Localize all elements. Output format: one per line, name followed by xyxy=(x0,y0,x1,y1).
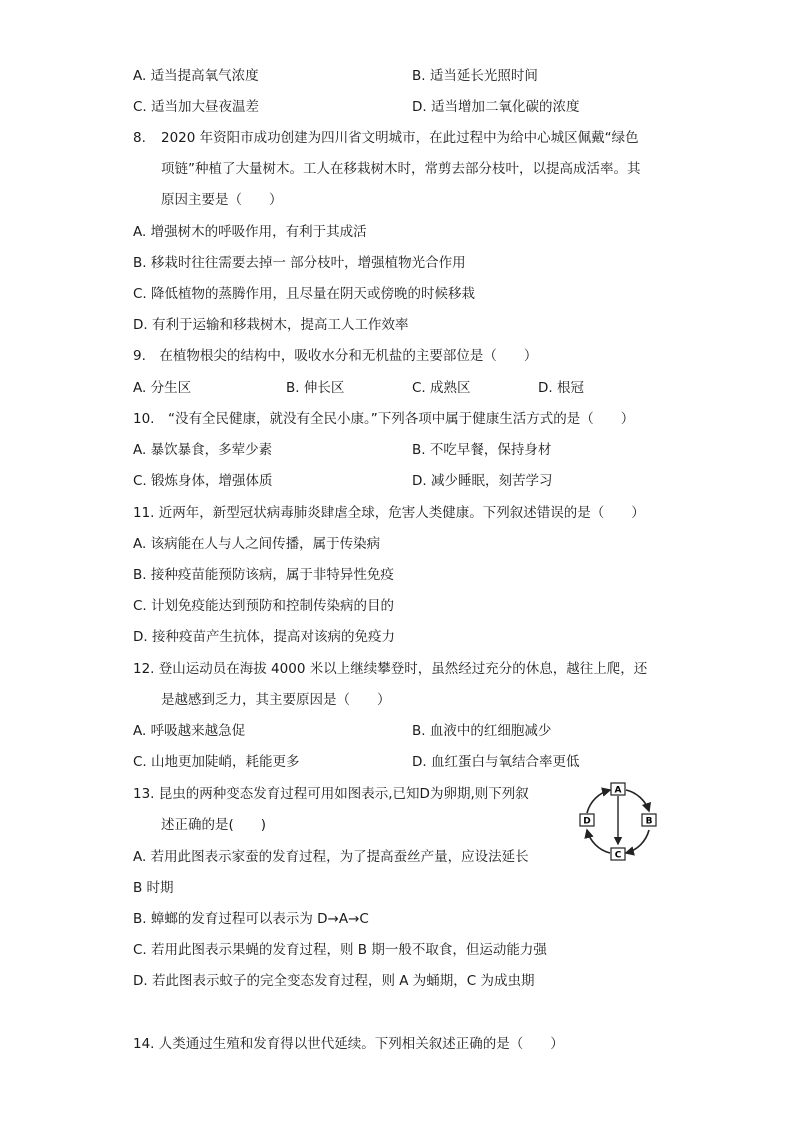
q7-option-b: B. 适当延长光照时间 xyxy=(412,68,538,84)
q13-option-d: D. 若此图表示蚊子的完全变态发育过程，则 A 为蛹期，C 为成虫期 xyxy=(133,973,535,989)
q13-option-a-line1: A. 若用此图表示家蚕的发育过程，为了提高蚕丝产量，应设法延长 xyxy=(133,849,529,865)
q13-option-b: B. 蟑螂的发育过程可以表示为 D→A→C xyxy=(133,911,369,927)
q11-option-d: D. 接种疫苗产生抗体，提高对该病的免疫力 xyxy=(133,629,395,645)
q11-stem: 11. 近两年，新型冠状病毒肺炎肆虐全球，危害人类健康。下列叙述错误的是（ ） xyxy=(133,505,645,521)
q9-option-c: C. 成熟区 xyxy=(412,380,471,396)
q8-option-a: A. 增强树木的呼吸作用，有利于其成活 xyxy=(133,224,367,240)
q8-option-d: D. 有利于运输和移栽树木，提高工人工作效率 xyxy=(133,317,409,333)
arc-b-to-c xyxy=(626,830,649,853)
life-cycle-diagram xyxy=(576,780,660,864)
label-b: B xyxy=(645,816,653,827)
q10-option-a: A. 暴饮暴食，多荤少素 xyxy=(133,442,273,458)
q13-stem-line1: 13. 昆虫的两种变态发育过程可用如图表示,已知D为卵期,则下列叙 xyxy=(133,786,529,802)
q9-option-a: A. 分生区 xyxy=(133,380,192,396)
q8-stem-line2: 项链”种植了大量树木。工人在移栽树木时，常剪去部分枝叶，以提高成活率。其 xyxy=(161,161,641,177)
arc-a-to-b xyxy=(626,790,649,811)
q12-option-d: D. 血红蛋白与氧结合率更低 xyxy=(412,754,580,770)
q13-stem-line2: 述正确的是( ) xyxy=(161,817,267,833)
q12-stem-line2: 是越感到乏力，其主要原因是（ ） xyxy=(161,692,391,708)
q9-option-b: B. 伸长区 xyxy=(286,380,345,396)
q8-option-b: B. 移栽时往往需要去掉一 部分枝叶，增强植物光合作用 xyxy=(133,255,466,271)
q12-stem-line1: 12. 登山运动员在海拔 4000 米以上继续攀登时，虽然经过充分的休息，越往上爬，还 xyxy=(133,661,648,677)
label-c: C xyxy=(614,850,622,861)
q13-option-a-line2: B 时期 xyxy=(133,880,174,896)
q7-option-c: C. 适当加大昼夜温差 xyxy=(133,99,260,115)
q7-option-d: D. 适当增加二氧化碳的浓度 xyxy=(412,99,580,115)
q12-option-b: B. 血液中的红细胞减少 xyxy=(412,723,552,739)
q11-option-c: C. 计划免疫能达到预防和控制传染病的目的 xyxy=(133,598,395,614)
q8-stem-line1: 2020 年资阳市成功创建为四川省文明城市，在此过程中为给中心城区佩戴“绿色 xyxy=(161,130,639,146)
q14-stem: 14. 人类通过生殖和发育得以世代延续。下列相关叙述正确的是（ ） xyxy=(133,1036,564,1052)
q12-option-a: A. 呼吸越来越急促 xyxy=(133,723,246,739)
q10-option-b: B. 不吃早餐，保持身材 xyxy=(412,442,552,458)
q9-option-d: D. 根冠 xyxy=(538,380,584,396)
q13-option-c: C. 若用此图表示果蝇的发育过程，则 B 期一般不取食，但运动能力强 xyxy=(133,942,547,958)
q7-option-a: A. 适当提高氧气浓度 xyxy=(133,68,259,84)
label-d: D xyxy=(583,816,591,827)
q8-number: 8. xyxy=(133,130,146,146)
q10-option-d: D. 减少睡眠，刻苦学习 xyxy=(412,473,553,489)
arc-c-to-d xyxy=(587,830,610,853)
arc-d-to-a xyxy=(587,790,610,813)
q8-stem-line3: 原因主要是（ ） xyxy=(161,192,283,208)
q10-stem: 10. “没有全民健康，就没有全民小康。”下列各项中属于健康生活方式的是（ ） xyxy=(133,411,635,427)
label-a: A xyxy=(614,785,622,796)
q11-option-b: B. 接种疫苗能预防该病，属于非特异性免疫 xyxy=(133,567,394,583)
q11-option-a: A. 该病能在人与人之间传播，属于传染病 xyxy=(133,536,381,552)
q10-option-c: C. 锻炼身体，增强体质 xyxy=(133,473,273,489)
q8-option-c: C. 降低植物的蒸腾作用，且尽量在阴天或傍晚的时候移栽 xyxy=(133,286,476,302)
q9-stem: 9. 在植物根尖的结构中，吸收水分和无机盐的主要部位是（ ） xyxy=(133,348,538,364)
q12-option-c: C. 山地更加陡峭，耗能更多 xyxy=(133,754,300,770)
